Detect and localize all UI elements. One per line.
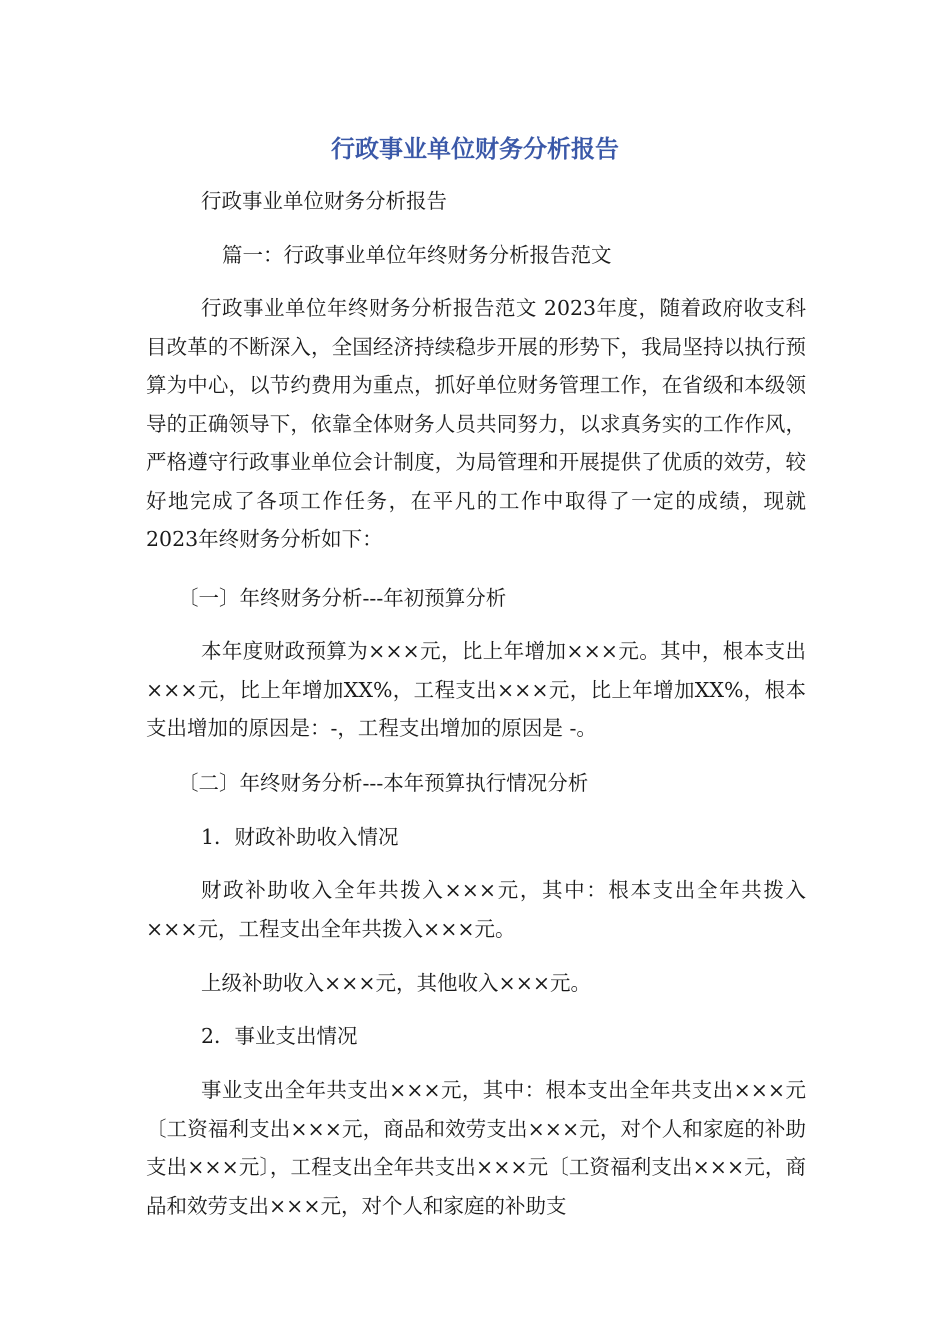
intro-paragraph: 行政事业单位年终财务分析报告范文 2023年度，随着政府收支科目改革的不断深入，全国经济持续稳步开展的形势下，我局坚持以执行预算为中心，以节约费用为重点，抓好单位财务管理工作，在省级和本级领导的正确领导下，依靠全体财务人员共同努力，以求真务实的工作作风，严格遵守行政事业单位会计制度，为局管理和开展提供了优质的效劳，较好地完成了各项工作任务，在平凡的工作中取得了一定的成绩，现就2023年终财务分析如下： [146, 296, 806, 551]
section-2-heading: 〔二〕年终财务分析---本年预算执行情况分析 [178, 771, 589, 795]
item-2-body: 事业支出全年共支出×××元，其中：根本支出全年共支出×××元〔工资福利支出×××元，商品和效劳支出×××元，对个人和家庭的补助支出×××元〕，工程支出全年共支出×××元〔工资福利支出×××元，商品和效劳支出×××元，对个人和家庭的补助支 [146, 1078, 806, 1218]
item-2-heading: 2．事业支出情况 [201, 1024, 358, 1048]
section-1-heading: 〔一〕年终财务分析---年初预算分析 [178, 586, 507, 610]
item-1-body: 财政补助收入全年共拨入×××元，其中：根本支出全年共拨入×××元，工程支出全年共拨入×××元。 [146, 878, 806, 941]
chapter-heading: 篇一：行政事业单位年终财务分析报告范文 [222, 243, 612, 267]
document-subtitle: 行政事业单位财务分析报告 [201, 189, 447, 213]
document-title: 行政事业单位财务分析报告 [331, 135, 619, 163]
section-1-body: 本年度财政预算为×××元，比上年增加×××元。其中，根本支出×××元，比上年增加XX%，工程支出×××元，比上年增加XX%，根本支出增加的原因是：-，工程支出增加的原因是 -。 [146, 639, 806, 740]
item-1-heading: 1．财政补助收入情况 [201, 825, 399, 849]
item-1-extra: 上级补助收入×××元，其他收入×××元。 [201, 971, 592, 995]
